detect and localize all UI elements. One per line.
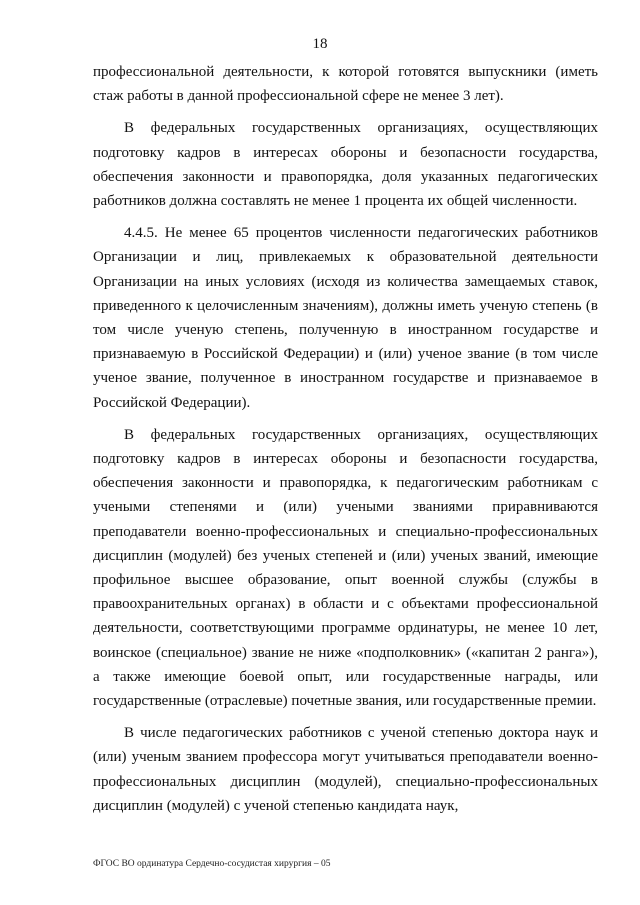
paragraph-federal-equivalence: В федеральных государственных организациях, осуществляющих подготовку кадров в интересах обороны и безопасности государства, обеспечения законности и правопорядка, к педагогическим работникам с учеными степенями и (или) учеными званиями приравниваются преподаватели военно-профессиональных и специально-профессиональных дисциплин (модулей) без ученых степеней и (или) ученых званий, имеющие профильное высшее образование, опыт военной службы (службы в правоохранительных органах) в области и с объектами профессиональной деятельности, соответствующими программе ординатуры, не менее 10 лет, воинское (специальное) звание не ниже «подполковник» («капитан 2 ранга»), а также имеющие боевой опыт, или государственные награды, или государственные (отраслевые) почетные звания, или государственные премии. (93, 426, 598, 710)
paragraph-4-4-5: 4.4.5. Не менее 65 процентов численности педагогических работников Организации и лиц, привлекаемых к образовательной деятельности Организации на иных условиях (исходя из количества замещаемых ставок, приведенного к целочисленным значениям), должны иметь ученую степень (в том числе ученую степень, полученную в иностранном государстве и признаваемую в Российской Федерации) и (или) ученое звание (в том числе ученое звание, полученное в иностранном государстве и признаваемое в Российской Федерации). (93, 225, 598, 411)
document-body (93, 60, 598, 818)
page-number: 18 (312, 36, 328, 52)
paragraph-doctors-professors: В числе педагогических работников с ученой степенью доктора наук и (или) ученым званием профессора могут учитываться преподаватели военно-профессиональных дисциплин (модулей), специально-профессиональных дисциплин (модулей) с ученой степенью кандидата наук, (93, 725, 598, 814)
paragraph-federal-share: В федеральных государственных организациях, осуществляющих подготовку кадров в интересах обороны и безопасности государства, обеспечения законности и правопорядка, доля указанных педагогических работников должна составлять не менее 1 процента их общей численности. (93, 120, 598, 210)
paragraph-continuation: профессиональной деятельности, к которой готовятся выпускники (иметь стаж работы в данной профессиональной сфере не менее 3 лет). (93, 64, 598, 105)
document-footer: ФГОС ВО ординатура Сердечно-сосудистая хирургия – 05 (93, 859, 331, 869)
